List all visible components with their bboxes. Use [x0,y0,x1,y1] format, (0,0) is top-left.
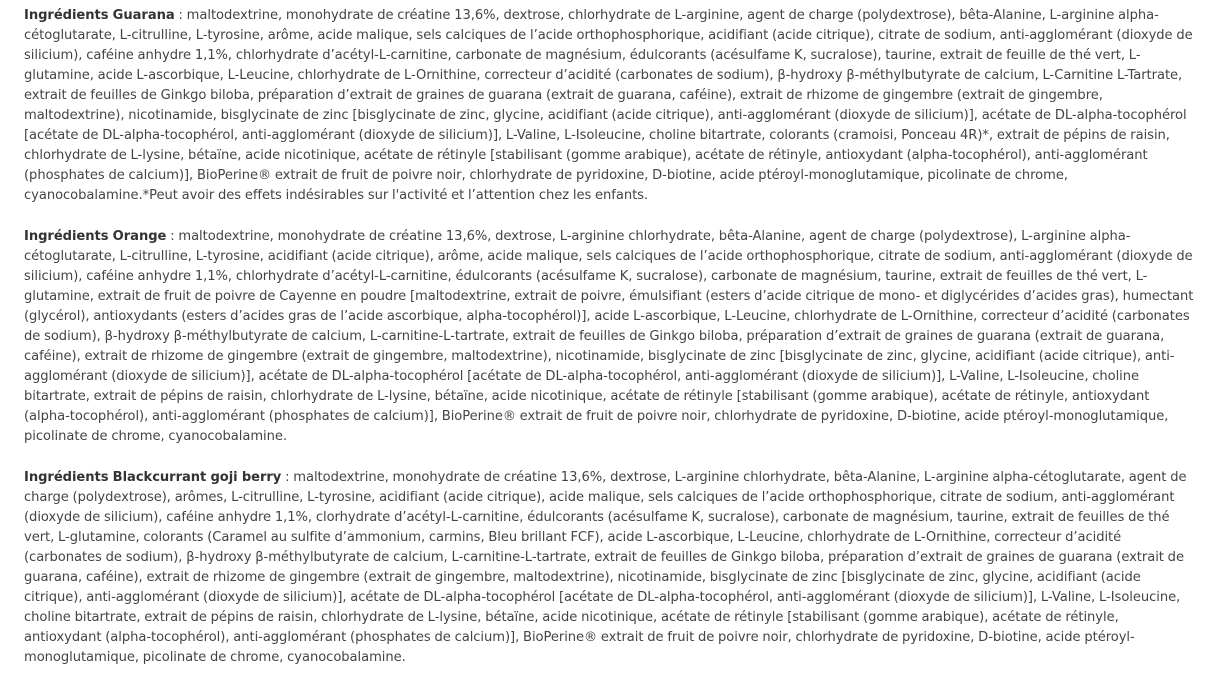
ingredients-guarana-title: Ingrédients Guarana [24,8,175,23]
ingredients-guarana-paragraph [24,6,1198,206]
ingredients-blackcurrant-title: Ingrédients Blackcurrant goji berry [24,470,282,485]
ingredients-orange-text: : maltodextrine, monohydrate de créatine 13,6%, dextrose, L-arginine chlorhydrate, bêta-Alanine, agent de charge (polydextrose), L-arginine alpha-cétoglutarate, L-citrulline, L-tyrosine, acidifiant (acide citrique), arôme, acide malique, sels calciques de l’acide orthophosphorique, citrate de sodium, anti-agglomérant (dioxyde de silicium), caféine anhydre 1,1%, chlorhydrate d’acétyl-L-carnitine, édulcorants (acésulfame K, sucralose), carbonate de magnésium, taurine, extrait de feuilles de thé vert, L-glutamine, extrait de fruit de poivre de Cayenne en poudre [maltodextrine, extrait de poivre, émulsifiant (esters d’acide citrique de mono- et diglycérides d’acides gras), humectant (glycérol), antioxydants (esters d’acides gras de l’acide ascorbique, alpha-tocophérol)], acide L-ascorbique, L-Leucine, chlorhydrate de L-Ornithine, correcteur d’acidité (carbonates de sodium), β-hydroxy β-méthylbutyrate de calcium, L-carnitine-L-tartrate, extrait de feuilles de Ginkgo biloba, préparation d’extrait de graines de guarana (extrait de guarana, caféine), extrait de rhizome de gingembre (extrait de gingembre, maltodextrine), nicotinamide, bisglycinate de zinc [bisglycinate de zinc, glycine, acidifiant (acide citrique), anti-agglomérant (dioxyde de silicium)], acétate de DL-alpha-tocophérol [acétate de DL-alpha-tocophérol, anti-agglomérant (dioxyde de silicium)], L-Valine, L-Isoleucine, choline bitartrate, extrait de pépins de raisin, chlorhydrate de L-lysine, bétaïne, acide nicotinique, acétate de rétinyle [stabilisant (gomme arabique), acétate de rétinyle, antioxydant (alpha-tocophérol), anti-agglomérant (phosphates de calcium)], BioPerine® extrait de fruit de poivre noir, chlorhydrate de pyridoxine, D-biotine, acide ptéroyl-monoglutamique, picolinate de chrome, cyanocobalamine. [24,229,1194,444]
ingredients-blackcurrant-paragraph [24,468,1198,668]
ingredients-guarana-text: : maltodextrine, monohydrate de créatine 13,6%, dextrose, chlorhydrate de L-arginine, agent de charge (polydextrose), bêta-Alanine, L-arginine alpha-cétoglutarate, L-citrulline, L-tyrosine, arôme, acide malique, sels calciques de l’acide orthophosphorique, acidifiant (acide citrique), citrate de sodium, anti-agglomérant (dioxyde de silicium), caféine anhydre 1,1%, chlorhydrate d’acétyl-L-carnitine, carbonate de magnésium, édulcorants (acésulfame K, sucralose), taurine, extrait de feuille de thé vert, L-glutamine, acide L-ascorbique, L-Leucine, chlorhydrate de L-Ornithine, correcteur d’acidité (carbonates de sodium), β-hydroxy β-méthylbutyrate de calcium, L-Carnitine L-Tartrate, extrait de feuilles de Ginkgo biloba, préparation d’extrait de graines de guarana (extrait de guarana, caféine), extrait de rhizome de gingembre (extrait de gingembre, maltodextrine), nicotinamide, bisglycinate de zinc [bisglycinate de zinc, glycine, acidifiant (acide citrique), anti-agglomérant (dioxyde de silicium)], acétate de DL-alpha-tocophérol [acétate de DL-alpha-tocophérol, anti-agglomérant (dioxyde de silicium)], L-Valine, L-Isoleucine, choline bitartrate, colorants (cramoisi, Ponceau 4R)*, extrait de pépins de raisin, chlorhydrate de L-lysine, bétaïne, acide nicotinique, acétate de rétinyle [stabilisant (gomme arabique), acétate de rétinyle, antioxydant (alpha-tocophérol), anti-agglomérant (phosphates de calcium)], BioPerine® extrait de fruit de poivre noir, chlorhydrate de pyridoxine, D-biotine, acide ptéroyl-monoglutamique, picolinate de chrome, cyanocobalamine.*Peut avoir des effets indésirables sur l'activité et l’attention chez les enfants. [24,8,1193,203]
ingredients-blackcurrant-text: : maltodextrine, monohydrate de créatine 13,6%, dextrose, L-arginine chlorhydrate, bêta-Alanine, L-arginine alpha-cétoglutarate, agent de charge (polydextrose), arômes, L-citrulline, L-tyrosine, acidifiant (acide citrique), acide malique, sels calciques de l’acide orthophosphorique, citrate de sodium, anti-agglomérant (dioxyde de silicium), caféine anhydre 1,1%, clorhydrate d’acétyl-L-carnitine, édulcorants (acésulfame K, sucralose), carbonate de magnésium, taurine, extrait de feuilles de thé vert, L-glutamine, colorants (Caramel au sulfite d’ammonium, carmins, Bleu brillant FCF), acide L-ascorbique, L-Leucine, chlorhydrate de L-Ornithine, correcteur d’acidité (carbonates de sodium), β-hydroxy β-méthylbutyrate de calcium, L-carnitine-L-tartrate, extrait de feuilles de Ginkgo biloba, préparation d’extrait de graines de guarana (extrait de guarana, caféine), extrait de rhizome de gingembre (extrait de gingembre, maltodextrine), nicotinamide, bisglycinate de zinc [bisglycinate de zinc, glycine, acidifiant (acide citrique), anti-agglomérant (dioxyde de silicium)], acétate de DL-alpha-tocophérol [acétate de DL-alpha-tocophérol, anti-agglomérant (dioxyde de silicium)], L-Valine, L-Isoleucine, choline bitartrate, extrait de pépins de raisin, chlorhydrate de L-lysine, bétaïne, acide nicotinique, acétate de rétinyle [stabilisant (gomme arabique), acétate de rétinyle, antioxydant (alpha-tocophérol), anti-agglomérant (phosphates de calcium)], BioPerine® extrait de fruit de poivre noir, chlorhydrate de pyridoxine, D-biotine, acide ptéroyl-monoglutamique, picolinate de chrome, cyanocobalamine. [24,470,1187,665]
ingredients-orange-title: Ingrédients Orange [24,229,167,244]
ingredients-orange-paragraph [24,227,1198,447]
